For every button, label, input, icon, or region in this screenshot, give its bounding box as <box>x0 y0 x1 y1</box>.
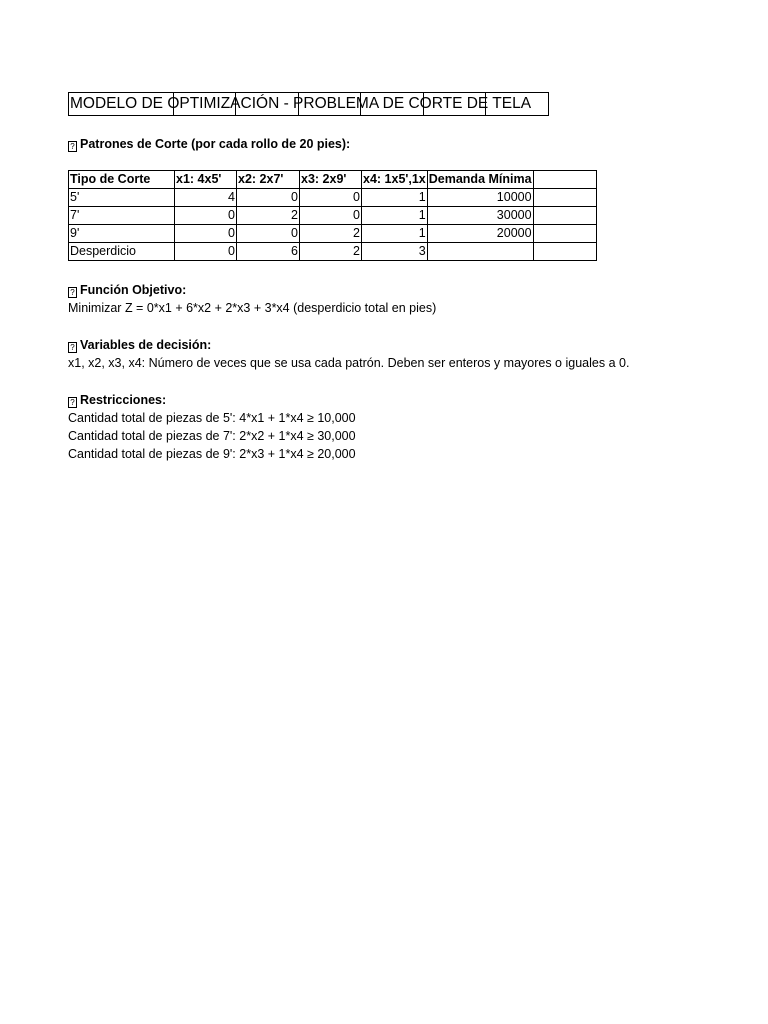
table-cell[interactable]: 4 <box>175 189 237 207</box>
header-cell[interactable]: x2: 2x7' <box>237 171 300 189</box>
table-cell[interactable]: Desperdicio <box>69 243 175 261</box>
table-cell[interactable]: 7' <box>69 207 175 225</box>
missing-glyph-icon: ? <box>68 397 77 408</box>
table-cell[interactable]: 6 <box>237 243 300 261</box>
missing-glyph-icon: ? <box>68 141 77 152</box>
table-cell[interactable] <box>533 243 596 261</box>
variables-text: x1, x2, x3, x4: Número de veces que se usa cada patrón. Deben ser enteros y mayores o iguales a 0. <box>68 356 630 370</box>
table-cell[interactable]: 1 <box>362 225 428 243</box>
table-cell[interactable]: 2 <box>300 243 362 261</box>
table-cell[interactable]: 5' <box>69 189 175 207</box>
header-cell[interactable]: Demanda Mínima <box>427 171 533 189</box>
patterns-table <box>68 170 597 261</box>
constraint-line: Cantidad total de piezas de 7': 2*x2 + 1*x4 ≥ 30,000 <box>68 429 356 443</box>
table-cell[interactable]: 2 <box>237 207 300 225</box>
objective-heading <box>68 281 186 299</box>
table-cell[interactable] <box>533 207 596 225</box>
constraint-line: Cantidad total de piezas de 9': 2*x3 + 1*x4 ≥ 20,000 <box>68 447 356 461</box>
header-cell[interactable] <box>533 171 596 189</box>
table-cell[interactable]: 20000 <box>427 225 533 243</box>
missing-glyph-icon: ? <box>68 342 77 353</box>
table-cell[interactable]: 30000 <box>427 207 533 225</box>
table-cell[interactable]: 1 <box>362 207 428 225</box>
variables-heading <box>68 336 211 354</box>
table-row <box>69 189 597 207</box>
table-cell[interactable] <box>533 189 596 207</box>
table-cell[interactable]: 10000 <box>427 189 533 207</box>
header-cell[interactable]: x3: 2x9' <box>300 171 362 189</box>
constraints-heading-text: Restricciones: <box>80 393 167 407</box>
table-cell[interactable]: 3 <box>362 243 428 261</box>
table-row <box>69 207 597 225</box>
table-row <box>69 243 597 261</box>
table-row <box>69 225 597 243</box>
table-cell[interactable]: 0 <box>237 225 300 243</box>
table-cell[interactable]: 9' <box>69 225 175 243</box>
table-header-row <box>69 171 597 189</box>
patterns-heading <box>68 135 350 153</box>
table-cell[interactable] <box>533 225 596 243</box>
missing-glyph-icon: ? <box>68 287 77 298</box>
table-cell[interactable]: 0 <box>300 207 362 225</box>
table-cell[interactable]: 0 <box>237 189 300 207</box>
table-cell[interactable]: 0 <box>175 243 237 261</box>
patterns-heading-text: Patrones de Corte (por cada rollo de 20 pies): <box>80 137 351 151</box>
page-title: MODELO DE OPTIMIZACIÓN - PROBLEMA DE CORTE DE TELA <box>70 95 532 112</box>
header-cell[interactable]: x4: 1x5',1x <box>362 171 428 189</box>
header-cell[interactable]: x1: 4x5' <box>175 171 237 189</box>
table-cell[interactable]: 2 <box>300 225 362 243</box>
table-cell[interactable]: 0 <box>175 225 237 243</box>
header-cell[interactable]: Tipo de Corte <box>69 171 175 189</box>
table-cell[interactable]: 1 <box>362 189 428 207</box>
table-cell[interactable] <box>427 243 533 261</box>
table-cell[interactable]: 0 <box>300 189 362 207</box>
table-cell[interactable]: 0 <box>175 207 237 225</box>
variables-heading-text: Variables de decisión: <box>80 338 212 352</box>
constraint-line: Cantidad total de piezas de 5': 4*x1 + 1*x4 ≥ 10,000 <box>68 411 356 425</box>
constraints-heading <box>68 391 166 409</box>
objective-heading-text: Función Objetivo: <box>80 283 187 297</box>
objective-text: Minimizar Z = 0*x1 + 6*x2 + 2*x3 + 3*x4 (desperdicio total en pies) <box>68 301 437 315</box>
